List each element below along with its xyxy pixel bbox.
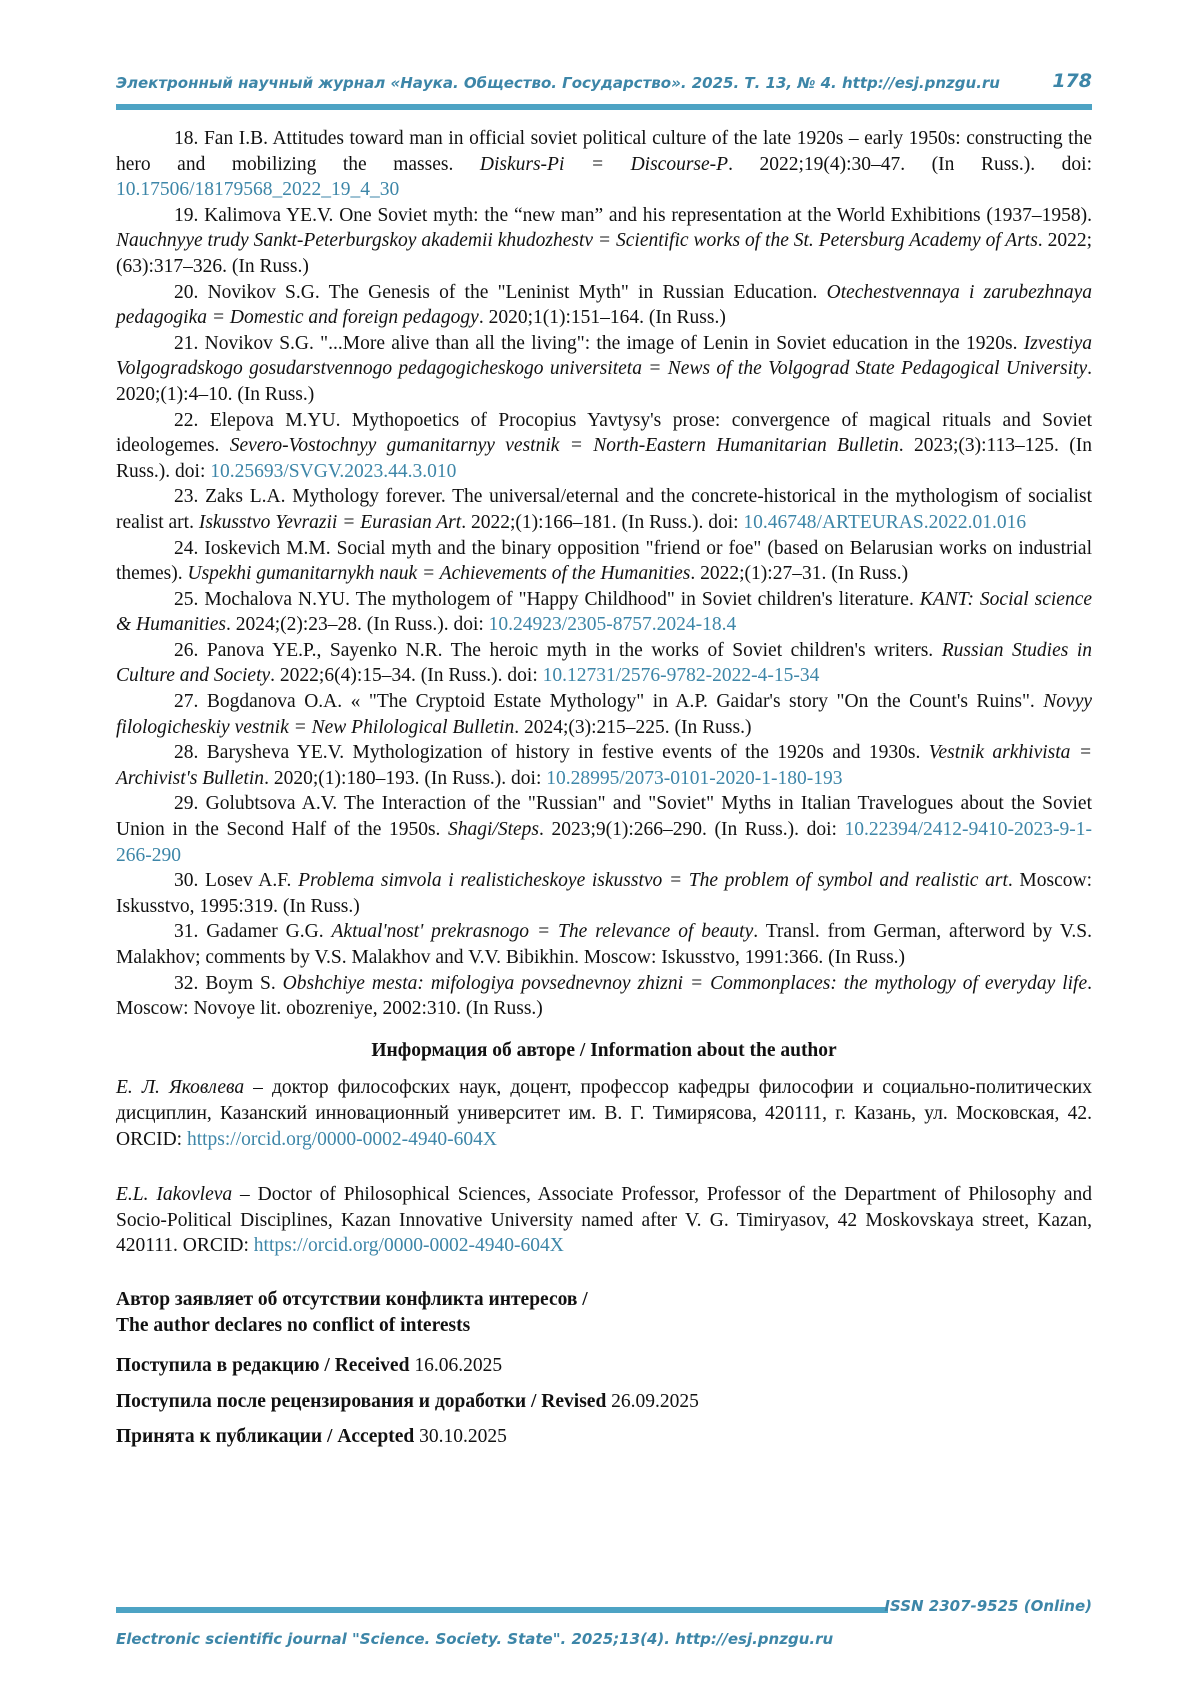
- reference-details: . 2020;(1):4–10. (In Russ.): [116, 358, 1092, 405]
- reference-number: 21.: [174, 332, 199, 354]
- page-number: 178: [1052, 70, 1092, 92]
- reference-doi-link[interactable]: 10.25693/SVGV.2023.44.3.010: [210, 460, 457, 482]
- orcid-link-ru[interactable]: https://orcid.org/0000-0002-4940-604X: [186, 1128, 497, 1150]
- reference-details: . 2022;(1):27–31. (In Russ.): [690, 563, 909, 585]
- received-label: Поступила в редакцию / Received: [116, 1354, 410, 1376]
- reference-source: Russian Studies in Culture and Society: [116, 639, 1092, 687]
- reference-text: Elepova M.YU. Mythopoetics of Procopius Yavtysy's prose: convergence of magical rituals and Soviet ideologemes.: [116, 409, 1093, 457]
- header-rule: [116, 104, 1092, 110]
- reference-details: . 2022;6(4):15–34. (In Russ.). doi:: [270, 665, 543, 687]
- reference-item: [116, 126, 1092, 203]
- reference-details: . 2022;(1):166–181. (In Russ.). doi:: [461, 511, 744, 533]
- reference-text: Panova YE.P., Sayenko N.R. The heroic myth in the works of Soviet children's writers.: [206, 639, 942, 661]
- conflict-statement: [116, 1287, 1092, 1339]
- header-journal-title: Электронный научный журнал «Наука. Общество. Государство». 2025. Т. 13, № 4. http://esj.pnzgu.ru: [116, 74, 1000, 92]
- author-text-en: – Doctor of Philosophical Sciences, Associate Professor, Professor of the Department of Philosophy and Socio-Political Disciplines, Kazan Innovative University named after V. G. Timiryasov, 42 Moskovskaya street, Kazan, 420111. ORCID:: [116, 1184, 1092, 1257]
- reference-item: [116, 689, 1092, 740]
- reference-source: Uspekhi gumanitarnykh nauk = Achievements of the Humanities: [187, 563, 691, 585]
- author-text-ru: – доктор философских наук, доцент, профессор кафедры философии и социально-политических дисциплин, Казанский инновационный университет им. В. Г. Тимирясова, 420111, г. Казань, ул. Московская, 42. ORCID:: [116, 1077, 1092, 1150]
- reference-doi-link[interactable]: 10.46748/ARTEURAS.2022.01.016: [743, 511, 1027, 533]
- reference-item: [116, 868, 1092, 919]
- reference-number: 32.: [174, 972, 199, 994]
- footer-rule: [116, 1607, 888, 1613]
- reference-doi-link[interactable]: 10.12731/2576-9782-2022-4-15-34: [542, 665, 820, 687]
- reference-item: [116, 280, 1092, 331]
- reference-item: [116, 536, 1092, 587]
- reference-item: [116, 791, 1092, 868]
- reference-item: [116, 331, 1092, 408]
- reference-item: [116, 587, 1092, 638]
- reference-source: Problema simvola i realisticheskoye iskusstvo = The problem of symbol and realistic art: [298, 870, 1008, 892]
- reference-text: Kalimova YE.V. One Soviet myth: the “new man” and his representation at the World Exhibitions (1937–1958).: [204, 204, 1092, 226]
- author-name-en: E.L. Iakovleva: [116, 1184, 233, 1206]
- page-body: [116, 126, 1092, 1450]
- reference-details: . 2022;19(4):30–47. (In Russ.). doi:: [728, 153, 1092, 175]
- reference-details: . Moscow: Iskusstvo, 1995:319. (In Russ.): [116, 870, 1092, 917]
- reference-number: 31.: [174, 921, 199, 943]
- reference-number: 24.: [174, 537, 199, 559]
- reference-list: [116, 126, 1092, 1022]
- reference-details: . 2020;(1):180–193. (In Russ.). doi:: [264, 767, 547, 789]
- reference-number: 22.: [174, 409, 199, 431]
- footer-journal-title: Electronic scientific journal "Science. Society. State". 2025;13(4). http://esj.pnzgu.ru: [116, 1630, 834, 1648]
- orcid-link-en[interactable]: https://orcid.org/0000-0002-4940-604X: [253, 1235, 564, 1257]
- accepted-label: Принята к публикации / Accepted: [116, 1426, 415, 1448]
- reference-text: Mochalova N.YU. The mythologem of "Happy Childhood" in Soviet children's literature.: [204, 588, 920, 610]
- reference-number: 25.: [174, 588, 199, 610]
- conflict-line-ru: Автор заявляет об отсутствии конфликта интересов /: [116, 1288, 588, 1310]
- revised-date-line: [116, 1389, 1092, 1415]
- conflict-line-en: The author declares no conflict of interests: [116, 1314, 471, 1336]
- reference-details: . 2020;1(1):151–164. (In Russ.): [478, 307, 726, 329]
- reference-item: [116, 919, 1092, 970]
- reference-item: [116, 203, 1092, 280]
- reference-text: Novikov S.G. "...More alive than all the living": the image of Lenin in Soviet education in the 1920s.: [204, 332, 1024, 354]
- reference-details: . 2023;9(1):266–290. (In Russ.). doi:: [539, 819, 845, 841]
- reference-text: Gadamer G.G.: [206, 921, 332, 943]
- reference-number: 18.: [174, 128, 199, 149]
- running-header: [116, 72, 1092, 106]
- reference-source: KANT: Social science & Humanities: [116, 588, 1093, 636]
- author-name-ru: Е. Л. Яковлева: [116, 1077, 245, 1099]
- revised-date: 26.09.2025: [611, 1390, 699, 1412]
- reference-source: Severo-Vostochnyy gumanitarnyy vestnik = North-Eastern Humanitarian Bulletin: [229, 435, 899, 457]
- reference-text: Fan I.B. Attitudes toward man in official soviet political culture of the late 1920s – early 1950s: constructing the hero and mobilizing the masses.: [116, 128, 1093, 175]
- reference-source: Otechestvennaya i zarubezhnaya pedagogika = Domestic and foreign pedagogy: [116, 281, 1092, 329]
- reference-source: Aktual'nost' prekrasnogo = The relevance of beauty: [331, 921, 754, 943]
- reference-item: [116, 408, 1092, 485]
- reference-text: Boym S.: [205, 972, 283, 994]
- reference-text: Zaks L.A. Mythology forever. The universal/eternal and the concrete-historical in the mythologism of socialist realist art.: [116, 486, 1093, 533]
- reference-source: Izvestiya Volgogradskogo gosudarstvennogo pedagogicheskogo universiteta = News of the Volgograd State Pedagogical University: [116, 332, 1092, 380]
- reference-doi-link[interactable]: 10.22394/2412-9410-2023-9-1-266-290: [116, 819, 1093, 866]
- accepted-date-line: [116, 1424, 1092, 1450]
- author-info-en: [116, 1182, 1092, 1259]
- reference-text: Barysheva YE.V. Mythologization of history in festive events of the 1920s and 1930s.: [206, 742, 929, 764]
- reference-number: 19.: [174, 204, 199, 226]
- revised-label: Поступила после рецензирования и доработки / Revised: [116, 1390, 607, 1412]
- reference-doi-link[interactable]: 10.28995/2073-0101-2020-1-180-193: [546, 767, 843, 789]
- reference-text: Losev A.F.: [205, 870, 299, 892]
- reference-source: Vestnik arkhivista = Archivist's Bulletin: [116, 742, 1093, 789]
- footer-issn: ISSN 2307-9525 (Online): [884, 1597, 1092, 1615]
- reference-number: 20.: [174, 281, 199, 303]
- reference-item: [116, 740, 1092, 791]
- reference-source: Nauchnyye trudy Sankt-Peterburgskoy akademii khudozhestv = Scientific works of the St. Petersburg Academy of Arts: [116, 230, 1038, 252]
- reference-item: [116, 484, 1092, 535]
- reference-details: . 2023;(3):113–125. (In Russ.). doi:: [116, 435, 1092, 482]
- reference-number: 30.: [174, 870, 199, 892]
- received-date-line: [116, 1353, 1092, 1379]
- reference-details: . 2024;(3):215–225. (In Russ.): [514, 716, 752, 738]
- reference-source: Shagi/Steps: [448, 819, 539, 841]
- received-date: 16.06.2025: [414, 1354, 503, 1376]
- reference-details: . Transl. from German, afterword by V.S. Malakhov; comments by V.S. Malakhov and V.V. Bibikhin. Moscow: Iskusstvo, 1991:366. (In Russ.): [116, 921, 1093, 968]
- reference-text: Ioskevich M.M. Social myth and the binary opposition "friend or foe" (based on Belarusian works on industrial themes).: [116, 537, 1092, 585]
- reference-number: 29.: [174, 793, 199, 815]
- reference-details: . Moscow: Novoye lit. obozreniye, 2002:310. (In Russ.): [116, 972, 1092, 1020]
- reference-number: 28.: [174, 742, 199, 764]
- accepted-date: 30.10.2025: [419, 1426, 507, 1448]
- reference-details: . 2022;(63):317–326. (In Russ.): [116, 230, 1092, 277]
- reference-source: Diskurs-Pi = Discourse-P: [479, 153, 729, 175]
- reference-details: . 2024;(2):23–28. (In Russ.). doi:: [225, 614, 489, 636]
- reference-number: 27.: [174, 691, 199, 713]
- reference-source: Obshchiye mesta: mifologiya povsednevnoy zhizni = Commonplaces: the mythology of everyday life: [282, 972, 1088, 994]
- reference-number: 26.: [174, 639, 199, 661]
- reference-doi-link[interactable]: 10.24923/2305-8757.2024-18.4: [488, 614, 737, 636]
- reference-item: [116, 638, 1092, 689]
- reference-doi-link[interactable]: 10.17506/18179568_2022_19_4_30: [116, 179, 400, 201]
- author-info-title: Информация об авторе / Information about the author: [371, 1039, 837, 1061]
- reference-text: Bogdanova O.A. « "The Cryptoid Estate Mythology" in A.P. Gaidar's story "On the Count's Ruins".: [206, 691, 1044, 713]
- reference-item: [116, 971, 1092, 1022]
- reference-source: Iskusstvo Yevrazii = Eurasian Art: [198, 511, 462, 533]
- reference-number: 23.: [174, 486, 199, 508]
- reference-text: Golubtsova A.V. The Interaction of the "Russian" and "Soviet" Myths in Italian Travelogues about the Soviet Union in the Second Half of the 1950s.: [116, 793, 1092, 841]
- reference-text: Novikov S.G. The Genesis of the "Leninist Myth" in Russian Education.: [207, 281, 827, 303]
- author-info-ru: [116, 1075, 1092, 1152]
- reference-source: Novyy filologicheskiy vestnik = New Philological Bulletin: [116, 691, 1093, 738]
